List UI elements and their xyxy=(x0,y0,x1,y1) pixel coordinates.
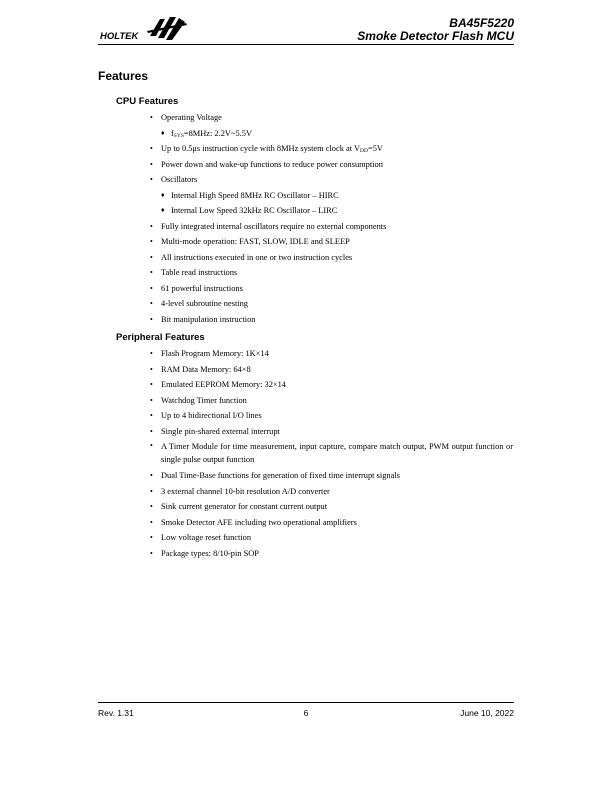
document-subtitle: Smoke Detector Flash MCU xyxy=(357,29,514,43)
list-item xyxy=(150,408,513,424)
item-text: 4-level subroutine nesting xyxy=(161,299,248,308)
bullet-icon: • xyxy=(150,175,153,184)
item-text: Fully integrated internal oscillators require no external components xyxy=(161,221,387,231)
sub-list-item xyxy=(150,188,513,204)
peripheral-features-heading: Peripheral Features xyxy=(116,332,205,343)
list-item xyxy=(150,393,513,409)
item-text: Single pin-shared external interrupt xyxy=(161,426,280,436)
item-text: Operating Voltage xyxy=(161,113,222,122)
item-text: Table read instructions xyxy=(161,268,238,277)
list-item xyxy=(150,250,513,266)
item-text: Multi-mode operation: FAST, SLOW, IDLE and SLEEP xyxy=(161,237,350,246)
bullet-icon: • xyxy=(150,221,153,231)
item-text: Smoke Detector AFE including two operational amplifiers xyxy=(161,517,357,527)
bullet-icon: • xyxy=(150,517,153,527)
list-item xyxy=(150,265,513,281)
bullet-icon: • xyxy=(150,486,153,496)
list-item xyxy=(150,377,513,393)
page-number: 6 xyxy=(303,708,309,718)
revision-label: Rev. 1.31 xyxy=(98,708,134,718)
list-item xyxy=(150,530,513,546)
diamond-bullet-icon: ♦ xyxy=(161,190,165,199)
item-text: Package types: 8/10-pin SOP xyxy=(161,548,259,558)
footer-divider xyxy=(98,702,514,703)
bullet-icon: • xyxy=(150,144,153,153)
bullet-icon: • xyxy=(150,268,153,277)
item-text: Sink current generator for constant current output xyxy=(161,502,328,511)
logo-mark-icon xyxy=(147,17,187,40)
bullet-icon: • xyxy=(150,380,153,389)
bullet-icon: • xyxy=(150,113,153,122)
item-text: 3 external channel 10-bit resolution A/D converter xyxy=(161,486,330,496)
list-item xyxy=(150,296,513,312)
item-text: All instructions executed in one or two instruction cycles xyxy=(161,252,353,262)
header-divider xyxy=(98,44,514,45)
list-item xyxy=(150,499,513,515)
list-item xyxy=(150,424,513,440)
bullet-icon: • xyxy=(150,426,153,436)
part-number: BA45F5220 xyxy=(449,16,514,30)
item-text-suffix: =8MHz: 2.2V~5.5V xyxy=(183,128,252,138)
item-text: 61 powerful instructions xyxy=(161,283,243,293)
bullet-icon: • xyxy=(150,314,153,324)
diamond-bullet-icon: ♦ xyxy=(161,206,165,214)
list-item xyxy=(150,515,513,531)
item-text: Dual Time-Base functions for generation of fixed time interrupt signals xyxy=(161,471,400,480)
diamond-bullet-icon: ♦ xyxy=(161,128,165,137)
list-item xyxy=(150,362,513,378)
cpu-features-heading: CPU Features xyxy=(116,96,179,107)
sub-list-item xyxy=(150,203,513,219)
bullet-icon: • xyxy=(150,252,153,262)
list-item xyxy=(150,312,513,328)
peripheral-features-list xyxy=(150,346,513,561)
sub-list-item xyxy=(150,126,513,142)
list-item xyxy=(150,141,513,157)
bullet-icon: • xyxy=(150,364,153,374)
bullet-icon: • xyxy=(150,395,153,405)
bullet-icon: • xyxy=(150,533,153,542)
item-text: Up to 0.5μs instruction cycle with 8MHz system clock at V xyxy=(161,144,361,153)
item-text: Bit manipulation instruction xyxy=(161,314,256,324)
item-text: Flash Program Memory: 1K×14 xyxy=(161,349,269,358)
item-text: Watchdog Timer function xyxy=(161,395,247,405)
publication-date: June 10, 2022 xyxy=(460,708,514,718)
item-text: RAM Data Memory: 64×8 xyxy=(161,364,251,374)
bullet-icon: • xyxy=(150,548,153,558)
logo-wordmark: HOLTEK xyxy=(100,31,139,42)
cpu-features-list xyxy=(150,110,513,327)
list-item xyxy=(150,484,513,500)
bullet-icon: • xyxy=(150,502,153,511)
item-text: Low voltage reset function xyxy=(161,533,252,542)
list-item xyxy=(150,234,513,250)
item-text: Internal High Speed 8MHz RC Oscillator – HIRC xyxy=(171,190,339,200)
item-text: Up to 4 bidirectional I/O lines xyxy=(161,411,262,420)
item-text: f xyxy=(171,128,174,138)
list-item xyxy=(150,439,513,468)
bullet-icon: • xyxy=(150,471,153,480)
list-item xyxy=(150,468,513,484)
list-item xyxy=(150,172,513,188)
bullet-icon: • xyxy=(150,237,153,246)
item-subscript: SYS xyxy=(173,132,184,139)
item-subscript: DD xyxy=(360,148,368,154)
bullet-icon: • xyxy=(150,283,153,293)
list-item xyxy=(150,219,513,235)
item-text-suffix: =5V xyxy=(367,144,383,153)
item-text: A Timer Module for time measurement, input capture, compare match output, PWM output function or single pulse output function xyxy=(161,442,513,464)
item-text: Power down and wake-up functions to reduce power consumption xyxy=(161,159,383,169)
list-item xyxy=(150,546,513,562)
bullet-icon: • xyxy=(150,159,153,169)
list-item xyxy=(150,110,513,126)
list-item xyxy=(150,281,513,297)
holtek-logo xyxy=(100,14,190,44)
list-item xyxy=(150,157,513,173)
item-text: Oscillators xyxy=(161,175,198,184)
item-text: Emulated EEPROM Memory: 32×14 xyxy=(161,380,286,389)
bullet-icon: • xyxy=(150,441,153,450)
bullet-icon: • xyxy=(150,349,153,358)
list-item xyxy=(150,346,513,362)
bullet-icon: • xyxy=(150,411,153,420)
item-text: Internal Low Speed 32kHz RC Oscillator – LIRC xyxy=(171,206,338,215)
bullet-icon: • xyxy=(150,299,153,308)
section-title: Features xyxy=(98,69,149,83)
